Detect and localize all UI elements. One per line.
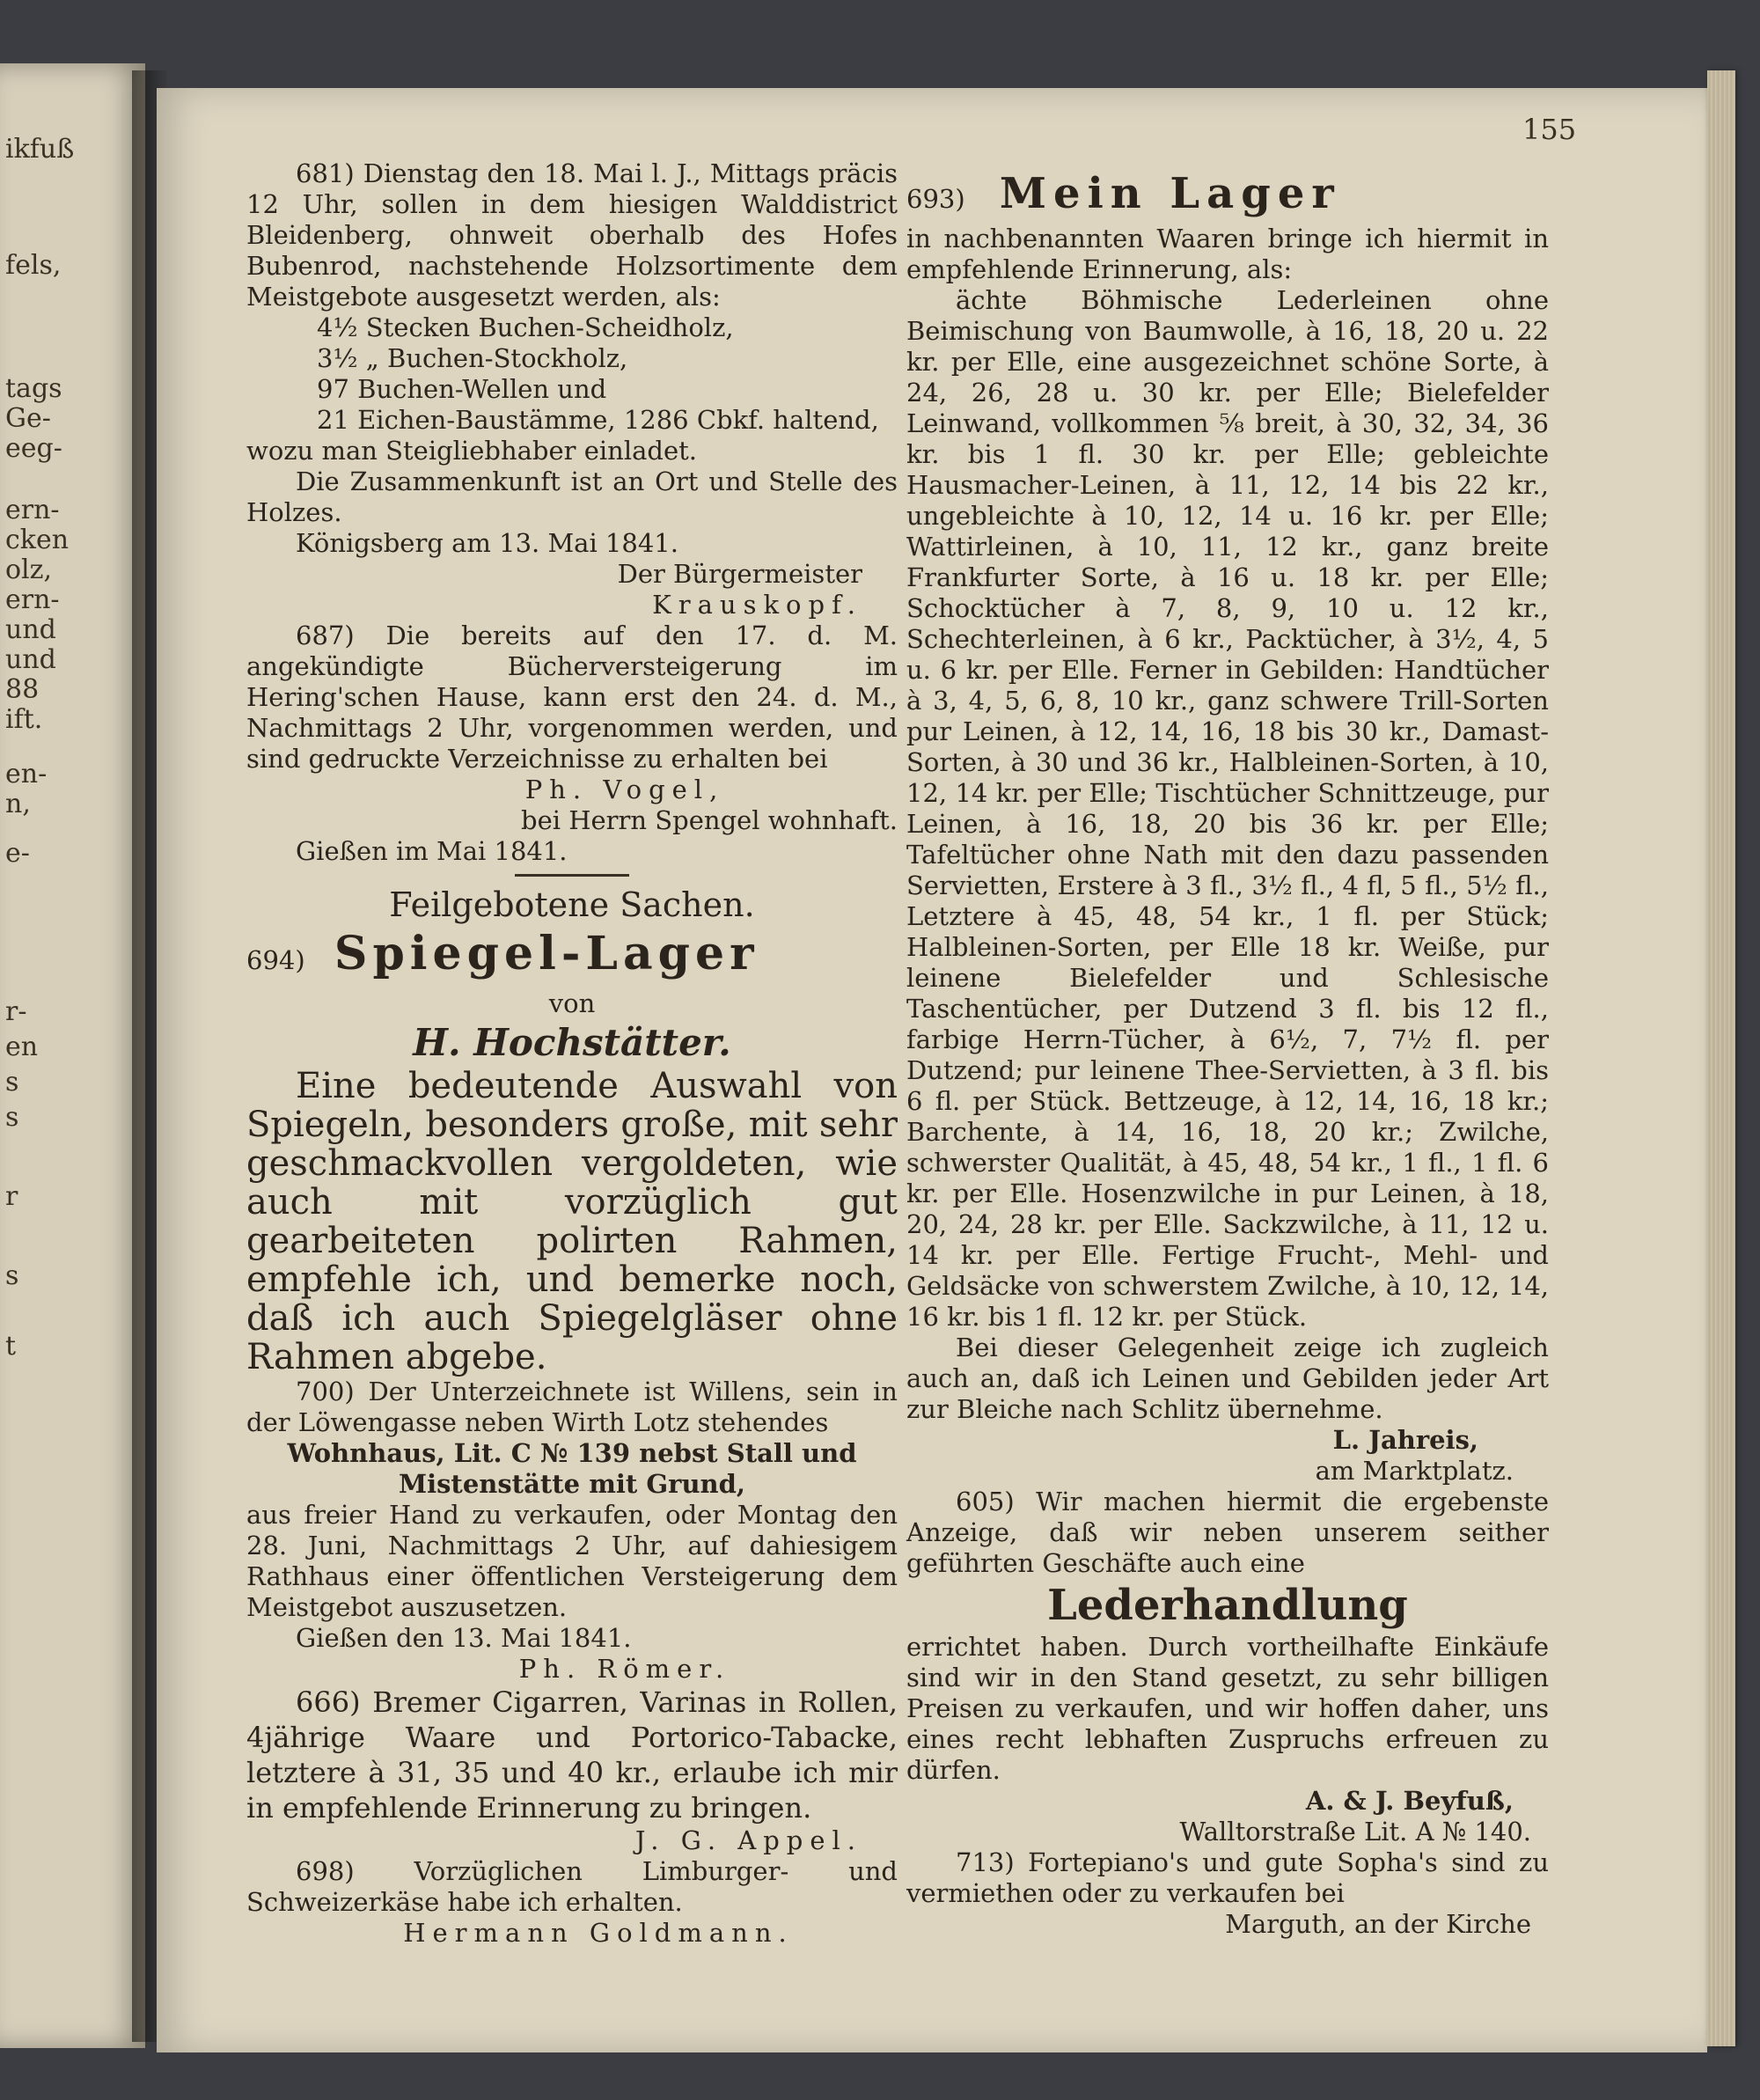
ad-694-header xyxy=(246,926,898,988)
ad-681-item: 4½ Stecken Buchen-Scheidholz, xyxy=(317,312,734,342)
left-fragment: cken xyxy=(5,525,70,555)
ad-700-text: 700) Der Unterzeichnete ist Willens, sein in der Löwengasse neben Wirth Lotz stehendes xyxy=(246,1377,898,1437)
left-fragment: und xyxy=(5,614,56,645)
left-fragment: ern- xyxy=(5,584,60,615)
ad-681-text: 681) Dienstag den 18. Mai l. J., Mittags präcis 12 Uhr, sollen in dem hiesigen Walddistrict Bleidenberg, ohnweit oberhalb des Hofes Bubenrod, nachstehende Holzsortimente dem Meistgebote ausgesetzt werden, als: xyxy=(246,158,898,312)
left-fragment: olz, xyxy=(5,554,52,585)
ad-681-signature: Krauskopf. xyxy=(652,590,862,620)
page-edges xyxy=(1707,70,1735,2046)
section-heading: Feilgebotene Sachen. xyxy=(389,885,755,924)
ad-681-date: Königsberg am 13. Mai 1841. xyxy=(296,528,678,558)
ad-694-number: 694) xyxy=(246,945,305,975)
ad-681-signature-title: Der Bürgermeister xyxy=(617,559,862,589)
left-fragment: ift. xyxy=(5,704,43,735)
ad-687-text: 687) Die bereits auf den 17. d. M. angekündigte Bücherversteigerung im Hering'schen Hause, kann erst den 24. d. M., Nachmittags 2 Uhr, vorgenommen werden, und sind gedruckte Verzeichnisse zu erhalten bei xyxy=(246,620,898,774)
ad-681-item: 97 Buchen-Wellen und xyxy=(317,374,607,404)
ad-693-tail: Bei dieser Gelegenheit zeige ich zugleich auch an, daß ich Leinen und Gebilden jeder Art zur Bleiche nach Schlitz übernehme. xyxy=(906,1333,1549,1424)
ad-693-address: am Marktplatz. xyxy=(1315,1456,1514,1486)
ad-693-title: Mein Lager xyxy=(999,169,1341,218)
page-number: 155 xyxy=(1522,113,1577,146)
left-fragment: Ge- xyxy=(5,403,51,434)
left-fragment: en xyxy=(5,1032,39,1062)
ad-687-signature: Ph. Vogel, xyxy=(524,775,725,804)
ad-694-von: von xyxy=(548,988,596,1018)
ad-605-intro: 605) Wir machen hiermit die ergebenste Anzeige, daß wir neben unserem seither geführten Geschäfte auch eine xyxy=(906,1487,1549,1578)
left-fragment: ern- xyxy=(5,495,60,525)
left-fragment: fels, xyxy=(5,250,62,281)
ad-605-text: errichtet haben. Durch vortheilhafte Einkäufe sind wir in den Stand gesetzt, zu sehr billigen Preisen zu verkaufen, und wir hoffen daher, uns eines recht lebhaften Zuspruchs erfreuen zu dürfen. xyxy=(906,1632,1549,1785)
ad-687-address: bei Herrn Spengel wohnhaft. xyxy=(521,805,898,835)
ad-693-text: ächte Böhmische Lederleinen ohne Beimischung von Baumwolle, à 16, 18, 20 u. 22 kr. per Elle, eine ausgezeichnet schöne Sorte, à 24, 26, 28 u. 30 kr. per Elle; Bielefelder Leinwand, vollkommen ⅝ breit, à 30, 32, 34, 36 kr. bis 1 fl. 30 kr. per Elle; gebleichte Hausmacher-Leinen, à 11, 12, 14 bis 22 kr., ungebleichte à 10, 12, 14 u. 16 kr. per Elle; Wattirleinen, à 10, 11, 12 kr., ganz breite Frankfurter Sorte, à 16 u. 18 kr. per Elle; Schocktücher à 7, 8, 9, 10 u. 12 kr., Schechterleinen, à 6 kr., Packtücher, à 3½, 4, 5 u. 6 kr. per Elle. Ferner in Gebilden: Handtücher à 3, 4, 5, 6, 8, 10 kr., ganz schwere Trill-Sorten pur Leinen, à 12, 14, 16, 18 bis 30 kr., Damast-Sorten, à 30 und 36 kr., Halbleinen-Sorten, à 10, 12, 14 kr. per Elle; Tischtücher Schnittzeuge, pur Leinen, à 16, 18, 20 bis 36 kr. per Elle; Tafeltücher ohne Nath mit den dazu passenden Servietten, Erstere à 3 fl., 3½ fl., 4 fl, 5 fl., 5½ fl., Letztere à 45, 48, 54 kr., 1 fl. per Stück; Halbleinen-Sorten, per Elle 18 kr. Weiße, pur leinene Bielefelder und Schlesische Taschentücher, per Dutzend 3 fl. bis 12 fl., farbige Herrn-Tücher, à 6½, 7, 7½ fl. per Dutzend; pur leinene Thee-Servietten, à 3 fl. bis 6 fl. per Stück. Bettzeuge, à 12, 14, 16, 18 kr.; Barchente, à 14, 16, 18, 20 kr.; Zwilche, schwerster Qualität, à 45, 48, 54 kr., 1 fl., 1 fl. 6 kr. per Elle. Hosenzwilche in pur Leinen, à 18, 20, 24, 28 kr. per Elle. Sackzwilche, à 11, 12 u. 14 kr. per Elle. Fertige Frucht-, Mehl- und Geldsäcke von schwerstem Zwilche, à 10, 12, 14, 16 kr. bis 1 fl. 12 kr. per Stück. xyxy=(906,285,1549,1332)
section-divider xyxy=(515,874,629,877)
left-fragment: und xyxy=(5,644,56,675)
ad-693-intro: in nachbenannten Waaren bringe ich hiermit in empfehlende Erinnerung, als: xyxy=(906,224,1549,284)
ad-700-property: Wohnhaus, Lit. C № 139 nebst Stall und Mistenstätte mit Grund, xyxy=(287,1438,857,1499)
ad-666-signature: J. G. Appel. xyxy=(634,1825,862,1855)
left-column xyxy=(246,158,898,1949)
left-fragment: eeg- xyxy=(5,433,62,464)
ad-713-text: 713) Fortepiano's und gute Sopha's sind zu vermiethen oder zu verkaufen bei xyxy=(906,1847,1549,1908)
ad-694-title: Spiegel-Lager xyxy=(334,927,759,980)
left-fragment: t xyxy=(5,1331,17,1362)
ad-700-text-2: aus freier Hand zu verkaufen, oder Montag den 28. Juni, Nachmittags 2 Uhr, auf dahiesigem Rathhaus einer öffentlichen Versteigerung dem Meistgebot auszusetzen. xyxy=(246,1500,898,1622)
ad-700-date: Gießen den 13. Mai 1841. xyxy=(296,1623,632,1653)
ad-693-number: 693) xyxy=(906,184,965,214)
left-fragment: s xyxy=(5,1067,19,1098)
left-fragment: n, xyxy=(5,789,31,819)
left-fragment: en- xyxy=(5,759,48,789)
ad-687-date: Gießen im Mai 1841. xyxy=(296,836,568,866)
left-fragment: r xyxy=(5,1181,18,1212)
ad-693-signature: L. Jahreis, xyxy=(1332,1425,1478,1455)
left-fragment: r- xyxy=(5,996,27,1027)
ad-605-title: Lederhandlung xyxy=(1047,1581,1408,1630)
ad-700-signature: Ph. Römer. xyxy=(518,1654,731,1684)
left-fragment: s xyxy=(5,1260,19,1291)
ad-666-text: 666) Bremer Cigarren, Varinas in Rollen, 4jährige Waare und Portorico-Tabacke, letztere à 31, 35 und 40 kr., erlaube ich mir in empfehlende Erinnerung zu bringen. xyxy=(246,1685,898,1825)
ad-698-text: 698) Vorzüglichen Limburger- und Schweizerkäse habe ich erhalten. xyxy=(246,1856,898,1917)
ad-693-header xyxy=(906,167,1549,224)
ad-713-signature: Marguth, an der Kirche xyxy=(1225,1909,1531,1939)
left-page-fragment xyxy=(0,63,145,2048)
left-fragment: 88 xyxy=(5,674,40,705)
ad-605-address: Walltorstraße Lit. A № 140. xyxy=(1179,1817,1531,1847)
ad-698-signature: Hermann Goldmann. xyxy=(403,1918,794,1948)
ad-681-tail: wozu man Steigliebhaber einladet. xyxy=(246,436,697,466)
left-fragment: ikfuß xyxy=(5,134,75,165)
ad-681-item: 3½ „ Buchen-Stockholz, xyxy=(317,343,628,373)
ad-681-item: 21 Eichen-Baustämme, 1286 Cbkf. haltend, xyxy=(317,405,879,435)
ad-681-tail: Die Zusammenkunft ist an Ort und Stelle des Holzes. xyxy=(246,466,898,527)
ad-694-text: Eine bedeutende Auswahl von Spiegeln, besonders große, mit sehr geschmackvollen vergoldeten, wie auch mit vorzüglich gut gearbeiteten polirten Rahmen, empfehle ich, und bemerke noch, daß ich auch Spiegelgläser ohne Rahmen abgebe. xyxy=(246,1066,898,1377)
ad-694-firm: H. Hochstätter. xyxy=(413,1021,731,1064)
left-fragment: s xyxy=(5,1102,19,1133)
left-fragment: e- xyxy=(5,838,30,869)
right-column xyxy=(906,167,1549,1940)
ad-605-signature: A. & J. Beyfuß, xyxy=(1305,1786,1514,1816)
left-fragment: tags xyxy=(5,373,62,404)
